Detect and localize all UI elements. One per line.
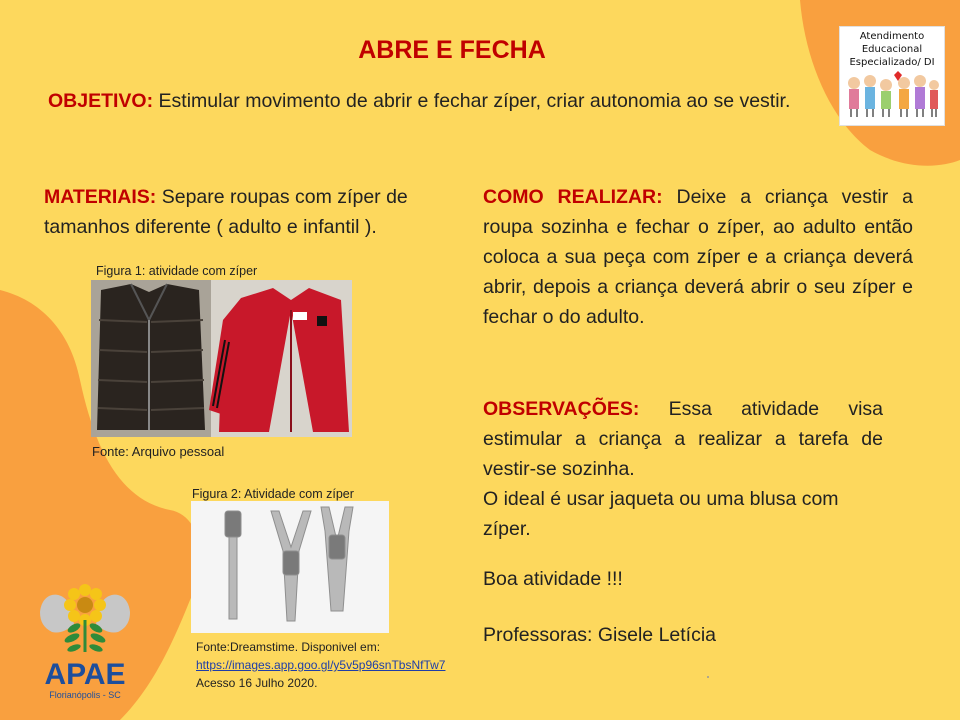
observations-extra: O ideal é usar jaqueta ou uma blusa com zíper. bbox=[483, 488, 839, 540]
teachers-text: Professoras: Gisele Letícia bbox=[483, 624, 717, 646]
figure2-source-suffix: Acesso 16 Julho 2020. bbox=[196, 676, 318, 690]
aee-badge bbox=[839, 26, 945, 126]
observations-block bbox=[483, 394, 883, 544]
badge-line-2: Educacional bbox=[861, 44, 923, 55]
how-to-label: COMO REALIZAR: bbox=[483, 186, 663, 208]
figure1-source: Fonte: Arquivo pessoal bbox=[92, 444, 225, 459]
materials-paragraph bbox=[44, 182, 444, 242]
figure2-caption: Figura 2: Atividade com zíper bbox=[192, 487, 354, 501]
figure2-image bbox=[191, 501, 389, 633]
observations-label: OBSERVAÇÕES: bbox=[483, 398, 640, 420]
figure2-source-link[interactable]: https://images.app.goo.gl/y5v5p96snTbsNfTw7 bbox=[196, 658, 446, 672]
badge-line-1: Atendimento bbox=[859, 31, 925, 42]
badge-line-3: Especializado/ DI bbox=[849, 57, 935, 68]
figure2-source-prefix: Fonte:Dreamstime. Disponivel em: bbox=[196, 640, 381, 654]
figure2-source bbox=[196, 638, 446, 692]
materials-text: Separe roupas com zíper de tamanhos diferente ( adulto e infantil ). bbox=[44, 186, 408, 238]
observations-text: Essa atividade visa estimular a criança a realizar a tarefa de vestir-se sozinha. bbox=[483, 398, 883, 480]
children-illustration-icon bbox=[842, 69, 942, 121]
apae-logo bbox=[30, 572, 140, 707]
closing-text: Boa atividade !!! bbox=[483, 568, 623, 590]
objective-label: OBJETIVO: bbox=[48, 90, 154, 112]
stray-dot bbox=[707, 676, 709, 678]
apae-logo-name: APAE bbox=[44, 658, 126, 691]
objective-text: Estimular movimento de abrir e fechar zíper, criar autonomia ao se vestir. bbox=[153, 90, 791, 112]
objective-paragraph bbox=[48, 86, 808, 116]
figure1-photo bbox=[91, 280, 352, 437]
page-title: ABRE E FECHA bbox=[358, 36, 546, 64]
figure1-caption: Figura 1: atividade com zíper bbox=[96, 264, 258, 278]
apae-logo-city: Florianópolis - SC bbox=[49, 690, 121, 700]
materials-label: MATERIAIS: bbox=[44, 186, 157, 208]
how-to-text: Deixe a criança vestir a roupa sozinha e fechar o zíper, ao adulto então coloca a sua peça com zíper e a criança deverá abrir, depois a criança deverá abrir o seu zíper e fechar o do adulto. bbox=[483, 186, 913, 328]
how-to-paragraph bbox=[483, 182, 913, 332]
